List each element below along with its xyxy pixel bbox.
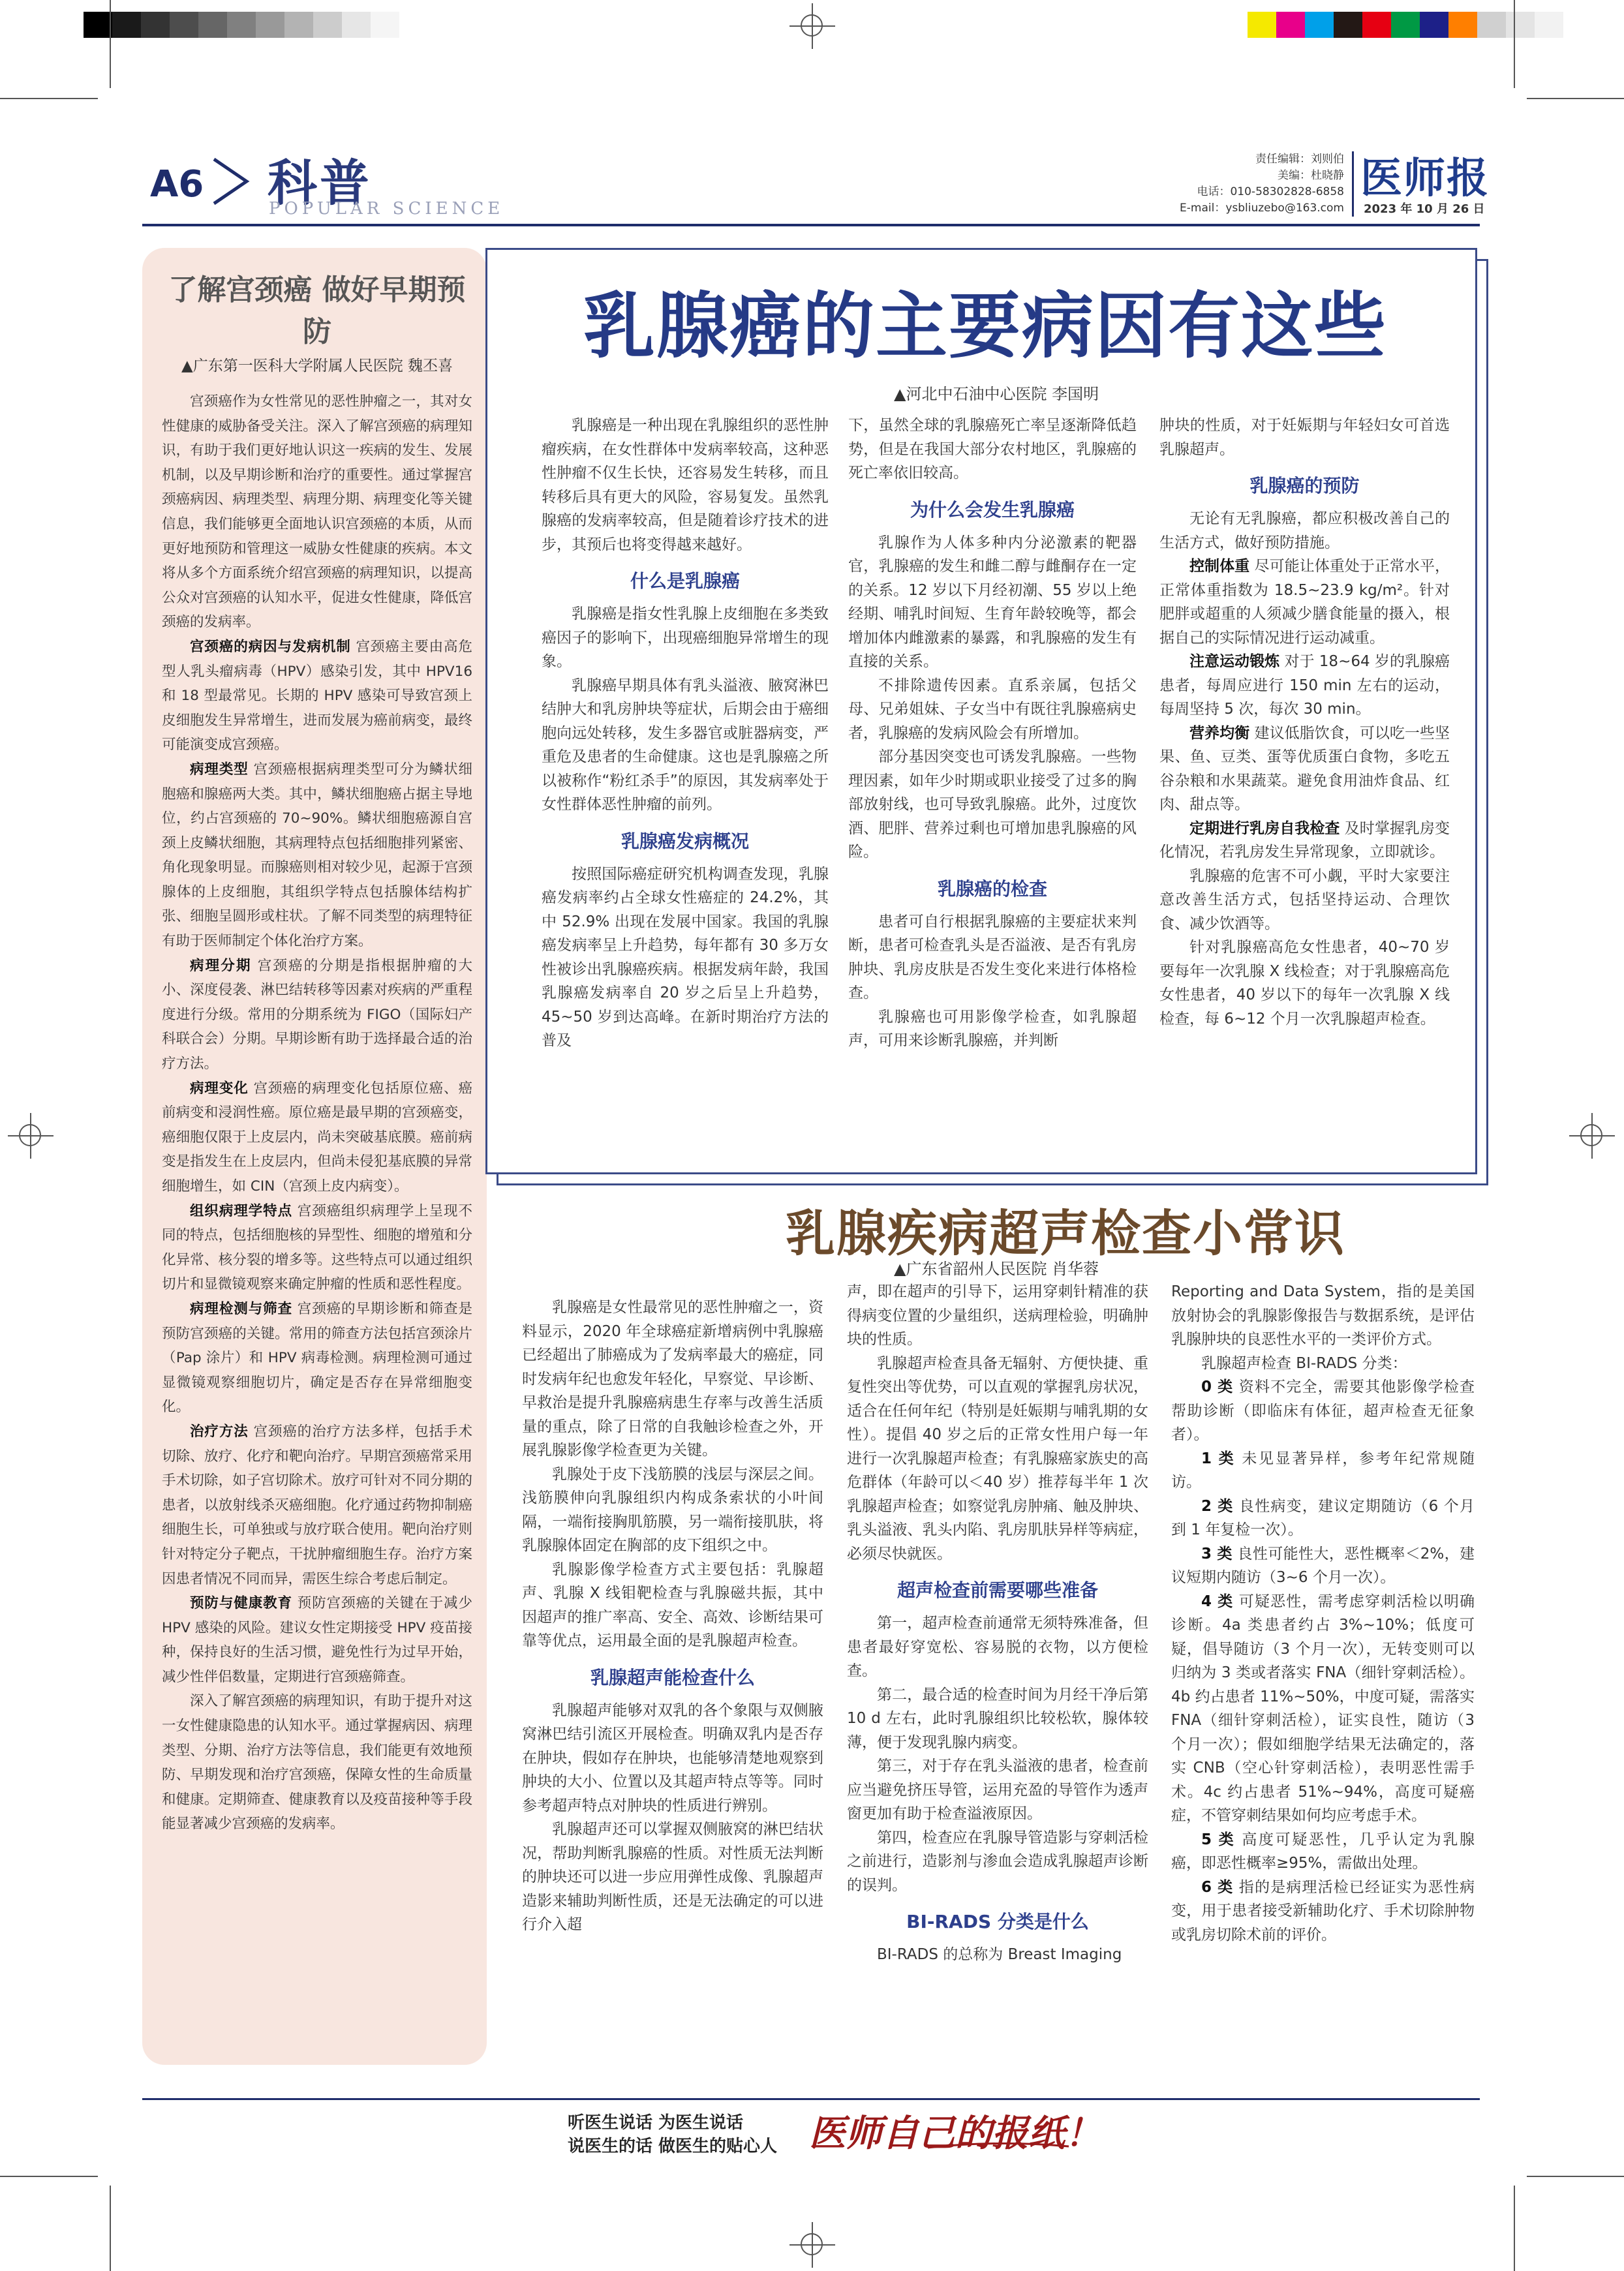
article-paragraph [1171,1542,1475,1590]
sidebar-title: 了解宫颈癌 做好早期预防 [168,273,466,348]
section-heading: 乳腺癌的检查 [937,877,1047,900]
section-heading: BI-RADS 分类是什么 [906,1911,1089,1932]
sidebar-paragraph [162,1076,472,1199]
registration-mark-left [8,1113,54,1159]
section-heading: 乳腺癌的预防 [1249,475,1360,496]
color-swatch [1506,12,1535,38]
article-paragraph: 乳腺癌也可用影像学检查，如乳腺超声，可用来诊断乳腺癌，并判断 [848,1008,1137,1049]
paragraph-text: 对于 18~64 岁的乳腺癌患者，每周应进行 150 min 左右的运动，每周坚持 5 次，每次 30 min。 [1159,653,1450,718]
article-paragraph: 第二，最合适的检查时间为月经干净后第 10 d 左右，此时乳腺组织比较松软，腺体较薄，便于发现乳腺内病变。 [847,1686,1148,1751]
crop-mark [0,2176,98,2177]
paragraph-text: 指的是病理活检已经证实为恶性病变，用于患者接受新辅助化疗、手术切除肿物或乳房切除术前的评价。 [1171,1878,1475,1943]
color-swatch [1420,12,1448,38]
color-swatch [1477,12,1506,38]
article1-column-3 [1159,414,1450,1148]
footer-slogan-line1: 听医生说话 为医生说话 [568,2113,744,2133]
gray-swatch [227,12,256,38]
registration-mark-bottom [789,2222,835,2268]
article-paragraph: 乳腺影像学检查方式主要包括：乳腺超声、乳腺 X 线钼靶检查与乳腺磁共振，其中因超声的推广率高、安全、高效、诊断结果可靠等优点，运用最全面的是乳腺超声检查。 [522,1561,823,1649]
paragraph-text: 预防宫颈癌的关键在于减少 HPV 感染的风险。建议女性定期接受 HPV 疫苗接种，保持良好的生活习惯，避免性行为过早开始，减少性伴侣数量，定期进行宫颈癌筛查。 [162,1595,472,1685]
gray-swatch [198,12,227,38]
footer-slogan-big: 医师自己的报纸！ [809,2112,1101,2155]
article-paragraph: 下，虽然全球的乳腺癌死亡率呈逐渐降低趋势，但是在我国大部分农村地区，乳腺癌的死亡率依旧较高。 [848,417,1137,481]
color-swatch [1334,12,1362,38]
article1-author: ▲河北中石油中心医院 李国明 [894,385,1099,403]
article-paragraph: 乳腺超声能够对双乳的各个象限与双侧腋窝淋巴结引流区开展检查。明确双乳内是否存在肿块，假如存在肿块，也能够清楚地观察到肿块的大小、位置以及其超声特点等等。同时参考超声特点对肿块的性质进行辨别。 [522,1701,823,1814]
editor-line: 责任编辑：刘则伯 [1255,153,1344,166]
sidebar-paragraph [162,1297,472,1420]
gray-swatch [284,12,313,38]
sidebar-body [162,389,472,1837]
paragraph-text: 宫颈癌根据病理类型可分为鳞状细胞癌和腺癌两大类。其中，鳞状细胞癌占据主导地位，约占宫颈癌的 70~90%。鳞状细胞癌源自宫颈上皮鳞状细胞，其病理特点包括细胞排列紧密、角化现象明显。而腺癌则相对较少见，起源于宫颈腺体的上皮细胞，其组织学特点包括腺体结构扩张、细胞呈圆形或柱状。了解不同类型的病理特征有助于医师制定个体化治疗方案。 [162,761,472,950]
article-paragraph [1171,1375,1475,1447]
paragraph-text: 宫颈癌主要由高危型人乳头瘤病毒（HPV）感染引发，其中 HPV16 和 18 型最常见。长期的 HPV 感染可导致宫颈上皮细胞发生异常增生，进而发展为癌前病变，最终可能演变成宫颈癌。 [162,638,472,754]
article2-author: ▲广东省韶州人民医院 肖华蓉 [894,1260,1099,1278]
gray-swatch [84,12,112,38]
article-paragraph: 乳腺超声检查 BI-RADS 分类： [1201,1354,1407,1372]
paragraph-text: 建议低脂饮食，可以吃一些坚果、鱼、豆类、蛋等优质蛋白食物，多吃五谷杂粮和水果蔬菜。避免食用油炸食品、红肉、甜点等。 [1159,724,1450,813]
paragraph-lead: 3 类 [1201,1545,1233,1562]
color-swatch [1248,12,1276,38]
article-paragraph: 第一，超声检查前通常无须特殊准备，但患者最好穿宽松、容易脱的衣物，以方便检查。 [847,1615,1148,1679]
paragraph-lead: 5 类 [1201,1831,1236,1848]
gray-swatch [256,12,284,38]
header-rule [142,224,1480,226]
masthead-logo: 医师报 [1360,154,1490,203]
article1-title: 乳腺癌的主要病因有这些 [583,284,1387,368]
color-swatch [1362,12,1391,38]
article-paragraph [1159,555,1450,650]
chevron-right-icon [207,155,260,207]
paragraph-lead: 宫颈癌的病因与发病机制 [190,638,351,655]
gray-swatch [112,12,141,38]
article-paragraph: BI-RADS 的总称为 Breast Imaging [877,1946,1122,1963]
paragraph-text: 尽可能让体重处于正常水平，正常体重指数为 18.5~23.9 kg/m²。针对肥胖或超重的人须减少膳食能量的摄入，根据自己的实际情况进行运动减重。 [1159,558,1450,647]
crop-mark [110,0,111,88]
sidebar-paragraph [162,1420,472,1591]
paragraph-lead: 1 类 [1201,1450,1236,1467]
paragraph-text: 宫颈癌的治疗方法多样，包括手术切除、放疗、化疗和靶向治疗。早期宫颈癌常采用手术切除，如子宫切除术。放疗可针对不同分期的患者，以放射线杀灭癌细胞。化疗通过药物抑制癌细胞生长，可单独或与放疗联合使用。靶向治疗则针对特定分子靶点，干扰肿瘤细胞生存。治疗方案因患者情况不同而异，需医生综合考虑后制定。 [162,1423,472,1587]
registration-mark-right [1569,1113,1615,1159]
sidebar-paragraph [162,954,472,1076]
section-heading: 超声检查前需要哪些准备 [896,1579,1098,1601]
section-heading: 为什么会发生乳腺癌 [910,498,1075,521]
sidebar-paragraph [162,635,472,757]
paragraph-text: 宫颈癌的分期是指根据肿瘤的大小、深度侵袭、淋巴结转移等因素对疾病的严重程度进行分级。常用的分期系统为 FIGO（国际妇产科联合会）分期。早期诊断有助于选择最合适的治疗方法。 [162,957,472,1073]
sidebar-paragraph [162,1199,472,1297]
paragraph-text: 宫颈癌的早期诊断和筛查是预防宫颈癌的关键。常用的筛查方法包括宫颈涂片（Pap 涂片）和 HPV 病毒检测。病理检测可通过显微镜观察细胞切片，确定是否存在异常细胞变化。 [162,1300,472,1416]
article-paragraph: Reporting and Data System，指的是美国放射协会的乳腺影像报告与数据系统，是评估乳腺肿块的良恶性水平的一类评价方式。 [1171,1283,1475,1348]
underline-swash-icon [927,2139,1070,2152]
section-heading: 乳腺超声能检查什么 [590,1666,755,1688]
issue-date: 2023 年 10 月 26 日 [1364,202,1485,216]
sidebar-article [142,248,487,2065]
gray-swatch [170,12,198,38]
paragraph-lead: 预防与健康教育 [190,1595,292,1612]
article2-column-1 [522,1296,823,2082]
footer-slogan-line2: 说医生的话 做医生的贴心人 [568,2137,778,2156]
article-paragraph: 肿块的性质，对于妊娠期与年轻妇女可首选乳腺超声。 [1159,417,1450,458]
article-paragraph: 乳腺作为人体多种内分泌激素的靶器官，乳腺癌的发生和雌二醇与雌酮存在一定的关系。12 岁以下月经初潮、55 岁以上绝经期、哺乳时间短、生育年龄较晚等，都会增加体内雌激素的暴露，和乳腺癌的发生有直接的关系。 [848,534,1137,670]
registration-mark-top [789,3,835,49]
paragraph-lead: 6 类 [1201,1878,1234,1896]
section-subtitle: POPULAR SCIENCE [269,199,504,219]
paragraph-lead: 病理类型 [190,761,249,778]
article-paragraph: 乳腺处于皮下浅筋膜的浅层与深层之间。浅筋膜伸向乳腺组织内构成条索状的小叶间隔，一端衔接胸肌筋膜，另一端衔接肌肤，将乳腺腺体固定在胸部的皮下组织之中。 [522,1465,823,1554]
article-paragraph: 部分基因突变也可诱发乳腺癌。一些物理因素，如年少时期或职业接受了过多的胸部放射线，也可导致乳腺癌。此外，过度饮酒、肥胖、营养过剩也可增加患乳腺癌的风险。 [848,748,1137,861]
article1-column-1 [542,414,829,1148]
paragraph-text: 高度可疑恶性，几乎认定为乳腺癌，即恶性概率≥95%，需做出处理。 [1171,1831,1475,1872]
article-paragraph [1171,1828,1475,1876]
paragraph-lead: 治疗方法 [190,1423,249,1440]
paragraph-lead: 定期进行乳房自我检查 [1189,819,1340,837]
article-paragraph [1159,817,1450,864]
article-paragraph: 乳腺癌是女性最常见的恶性肿瘤之一，资料显示，2020 年全球癌症新增病例中乳腺癌已经超出了肺癌成为了发病率最大的癌症，同时发病年纪也愈发年轻化，早察觉、早诊断、早救治是提升乳腺癌病患生存率与改善生活质量的重点，除了日常的自我触诊检查之外，开展乳腺影像学检查更为关键。 [522,1299,823,1459]
footer-rule [142,2098,1480,2100]
editor-line: E-mail：ysbliuzebo@163.com [1180,202,1344,215]
editor-line: 美编：杜晓静 [1278,169,1344,182]
editor-info [1109,151,1344,217]
article-paragraph [1171,1590,1475,1828]
article-paragraph: 声，即在超声的引导下，运用穿刺针精准的获得病变位置的少量组织，送病理检验，明确肿块的性质。 [847,1283,1148,1348]
paragraph-text: 未见显著异样，参考年纪常规随访。 [1171,1450,1475,1491]
page-number: A6 [150,163,204,206]
article-paragraph: 乳腺癌早期具体有乳头溢液、腋窝淋巴结肿大和乳房肿块等症状，后期会由于癌细胞向远处转移，发生多器官或脏器病变，严重危及患者的生命健康。这也是乳腺癌之所以被称作“粉红杀手”的原因，其发病率处于女性群体恶性肿瘤的前列。 [542,677,829,813]
article-paragraph: 第三，对于存在乳头溢液的患者，检查前应当避免挤压导管，运用充盈的导管作为透声窗更加有助于检查溢液原因。 [847,1758,1148,1822]
paragraph-lead: 病理变化 [190,1080,249,1097]
section-title: 科普 [268,154,372,212]
color-swatch [1305,12,1334,38]
article2-column-2 [847,1280,1148,2082]
article-paragraph: 不排除遗传因素。直系亲属，包括父母、兄弟姐妹、子女当中有既往乳腺癌病史者，乳腺癌的发病风险会有所增加。 [848,677,1137,742]
sidebar-author: ▲广东第一医科大学附属人民医院 魏丕喜 [181,358,453,374]
crop-mark [110,2186,111,2271]
editor-line: 电话：010-58302828-6858 [1197,185,1344,198]
crop-mark [1527,2176,1624,2177]
article-paragraph: 乳腺超声检查具备无辐射、方便快捷、重复性突出等优势，可以直观的掌握乳房状况，适合在任何年纪（特别是妊娠期与哺乳期的女性）。提倡 40 岁之后的正常女性用户每一年进行一次乳腺超声检查；有乳腺癌家族史的高危群体（年龄可以＜40 岁）推荐每半年 1 次乳腺超声检查；如察觉乳房肿痛、触及肿块、乳头溢液、乳头内陷、乳房肌肤异样等病症，必须尽快就医。 [847,1354,1148,1562]
article-paragraph: 乳腺癌是指女性乳腺上皮细胞在多类致癌因子的影响下，出现癌细胞异常增生的现象。 [542,605,829,670]
section-heading: 什么是乳腺癌 [630,570,740,592]
paragraph-text: 宫颈癌作为女性常见的恶性肿瘤之一，其对女性健康的威胁备受关注。深入了解宫颈癌的病理知识，有助于我们更好地认识这一疾病的发生、发展机制，以及早期诊断和治疗的重要性。通过掌握宫颈癌病因、病理类型、病理分期、病理变化等关键信息，我们能够更全面地认识宫颈癌的本质，从而更好地预防和管理这一威胁女性健康的疾病。本文将从多个方面系统介绍宫颈癌的病理知识，以提高公众对宫颈癌的认知水平，促进女性健康，降低宫颈癌的发病率。 [162,393,472,631]
article-paragraph: 按照国际癌症研究机构调查发现，乳腺癌发病率约占全球女性癌症的 24.2%，其中 52.9% 出现在发展中国家。我国的乳腺癌发病率呈上升趋势，每年都有 30 多万女性被诊出乳腺癌疾病。根据发病年龄，我国乳腺癌发病率自 20 岁之后呈上升趋势，45~50 岁到达高峰。在新时期治疗方法的普及 [542,865,829,1049]
paragraph-lead: 控制体重 [1189,558,1250,575]
article-paragraph [1171,1495,1475,1542]
crop-mark [1514,0,1515,88]
article-paragraph: 针对乳腺癌高危女性患者，40~70 岁要每年一次乳腺 X 线检查；对于乳腺癌高危女性患者，40 岁以下的每年一次乳腺 X 线检查，每 6~12 个月一次乳腺超声检查。 [1159,939,1450,1028]
paragraph-lead: 注意运动锻炼 [1189,653,1280,670]
article-paragraph [1159,650,1450,722]
sidebar-paragraph [162,1689,472,1837]
paragraph-lead: 病理检测与筛查 [190,1300,292,1317]
color-swatch [1448,12,1477,38]
article-paragraph: 无论有无乳腺癌，都应积极改善自己的生活方式，做好预防措施。 [1159,510,1450,551]
color-calibration-bar [1248,12,1563,38]
sidebar-paragraph [162,389,472,635]
gray-swatch [313,12,342,38]
paragraph-lead: 4 类 [1201,1593,1234,1610]
article-paragraph: 乳腺超声还可以掌握双侧腋窝的淋巴结状况，帮助判断乳腺癌的性质。对性质无法判断的肿块还可以进一步应用弹性成像、乳腺超声造影来辅助判断性质，还是无法确定的可以进行介入超 [522,1821,823,1933]
article-paragraph: 乳腺癌的危害不可小觑，平时大家要注意改善生活方式，包括坚持运动、合理饮食、减少饮酒等。 [1159,867,1450,932]
article2-column-3 [1171,1280,1475,2082]
paragraph-text: 深入了解宫颈癌的病理知识，有助于提升对这一女性健康隐患的认知水平。通过掌握病因、病理类型、分期、治疗方法等信息，我们能更有效地预防、早期发现和治疗宫颈癌，保障女性的生命质量和健康。定期筛查、健康教育以及疫苗接种等手段能显著减少宫颈癌的发病率。 [162,1693,472,1833]
gray-swatch [342,12,371,38]
article2-title: 乳腺疾病超声检查小常识 [786,1204,1345,1262]
paragraph-text: 宫颈癌组织病理学上呈现不同的特点，包括细胞核的异型性、细胞的增殖和分化异常、核分裂的增多等。这些特点可以通过组织切片和显微镜观察来确定肿瘤的性质和恶性程度。 [162,1202,472,1293]
gray-swatch [141,12,170,38]
gray-swatch [371,12,399,38]
paragraph-lead: 组织病理学特点 [190,1202,292,1219]
header-divider [1352,151,1354,217]
paragraph-text: 及时掌握乳房变化情况，若乳房发生异常现象，立即就诊。 [1159,819,1450,861]
article-paragraph [1171,1876,1475,1947]
section-heading: 乳腺癌发病概况 [620,830,749,852]
paragraph-lead: 2 类 [1201,1497,1234,1515]
paragraph-text: 良性可能性大，恶性概率＜2%，建议短期内随访（3~6 个月一次）。 [1171,1545,1475,1586]
paragraph-text: 可疑恶性，需考虑穿刺活检以明确诊断。4a 类患者约占 3%~10%；低度可疑，倡导随访（3 个月一次），无转变则可以归纳为 3 类或者落实 FNA（细针穿刺活检）。4b 约占患者 11%~50%，中度可疑，需落实 FNA（细针穿刺活检），证实良性，随访（3 个月一次）；假如细胞学结果无法确定的，落实 CNB（空心针穿刺活检），表明恶性需手术。4c 约占患者 51%~94%，高度可疑癌症，不管穿刺结果如何均应考虑手术。 [1171,1593,1475,1824]
sidebar-paragraph [162,757,472,954]
article-paragraph [1159,722,1450,817]
paragraph-text: 良性病变，建议定期随访（6 个月到 1 年复检一次）。 [1171,1497,1475,1538]
color-swatch [1535,12,1563,38]
paragraph-lead: 病理分期 [190,957,252,974]
article-paragraph: 第四，检查应在乳腺导管造影与穿刺活检之前进行，造影剂与渗血会造成乳腺超声诊断的误判。 [847,1829,1148,1894]
paragraph-lead: 0 类 [1201,1379,1234,1395]
paragraph-text: 宫颈癌的病理变化包括原位癌、癌前病变和浸润性癌。原位癌是最早期的宫颈癌变，癌细胞仅限于上皮层内，尚未突破基底膜。癌前病变是指发生在上皮层内，但尚未侵犯基底膜的异常细胞增生，如 CIN（宫颈上皮内病变）。 [162,1080,472,1195]
color-swatch [1276,12,1305,38]
crop-mark [1527,98,1624,99]
crop-mark [0,98,98,99]
article1-column-2 [848,414,1137,1148]
article-paragraph: 患者可自行根据乳腺癌的主要症状来判断，患者可检查乳头是否溢液、是否有乳房肿块、乳房皮肤是否发生变化来进行体格检查。 [848,913,1137,1001]
article-paragraph: 乳腺癌是一种出现在乳腺组织的恶性肿瘤疾病，在女性群体中发病率较高，这种恶性肿瘤不仅生长快，还容易发生转移，而且转移后具有更大的风险，容易复发。虽然乳腺癌的发病率较高，但是随着诊疗技术的进步，其预后也将变得越来越好。 [542,417,829,553]
crop-mark [1514,2186,1515,2271]
paragraph-lead: 营养均衡 [1189,724,1250,742]
sidebar-paragraph [162,1591,472,1689]
grayscale-calibration-bar [84,12,399,38]
color-swatch [1391,12,1420,38]
article-paragraph [1171,1447,1475,1495]
paragraph-text: 资料不完全，需要其他影像学检查帮助诊断（即临床有体征，超声检查无征象者）。 [1171,1379,1475,1443]
